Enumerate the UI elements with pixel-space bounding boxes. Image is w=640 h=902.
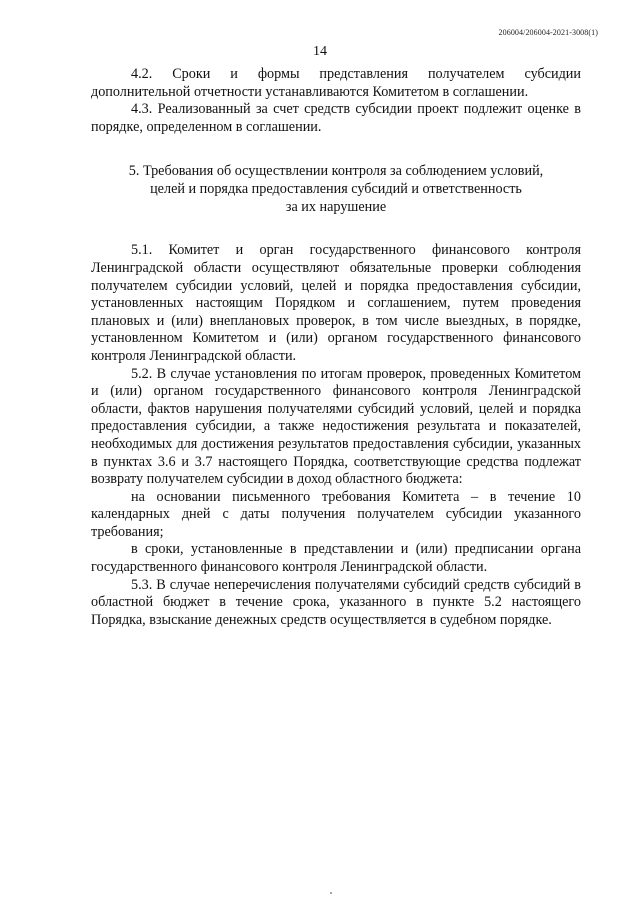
document-id: 206004/206004-2021-3008(1) bbox=[498, 28, 598, 37]
page-body bbox=[91, 66, 581, 629]
paragraph-5-2-item-1: на основании письменного требования Комитета – в течение 10 календарных дней с даты получения получателем субсидии указанного требования; bbox=[91, 488, 581, 540]
paragraph-5-2-item-2: в сроки, установленные в представлении и (или) предписании органа государственного финансового контроля Ленинградской области. bbox=[91, 541, 581, 576]
paragraph-5-2: 5.2. В случае установления по итогам проверок, проведенных Комитетом и (или) органом государственного финансового контроля Ленинградской области, фактов нарушения получателями субсидий условий, целей и порядка предоставления субсидии, а также недостижения результата и показателей, необходимых для достижения результатов предоставления субсидии, указанных в пунктах 3.6 и 3.7 настоящего Порядка, соответствующие средства подлежат возврату получателем субсидии в доход областного бюджета: bbox=[91, 365, 581, 488]
paragraph-4-3: 4.3. Реализованный за счет средств субсидии проект подлежит оценке в порядке, определенном в соглашении. bbox=[91, 101, 581, 135]
paragraph-5-3: 5.3. В случае неперечисления получателями субсидий средств субсидий в областной бюджет в течение срока, указанного в пункте 5.2 настоящего Порядка, взыскание денежных средств осуществляется в судебном порядке. bbox=[91, 576, 581, 628]
paragraph-5-1: 5.1. Комитет и орган государственного финансового контроля Ленинградской области осуществляют обязательные проверки соблюдения получателем субсидии условий, целей и порядка предоставления субсидии, установленных настоящим Порядком и соглашением, путем проведения плановых и (или) внеплановых проверок, в том числе выездных, в порядке, установленном Комитетом и (или) органом государственного финансового контроля Ленинградской области. bbox=[91, 242, 581, 364]
section-5-heading-line-1: 5. Требования об осуществлении контроля за соблюдением условий, bbox=[128, 163, 544, 180]
scan-artifact-dot bbox=[330, 892, 332, 894]
paragraph-4-2: 4.2. Сроки и формы представления получателем субсидии дополнительной отчетности устанавливаются Комитетом в соглашении. bbox=[91, 66, 581, 100]
section-5-heading bbox=[91, 162, 581, 216]
section-5-heading-line-2: целей и порядка предоставления субсидий и ответственность bbox=[150, 181, 522, 198]
section-5-heading-line-3: за их нарушение bbox=[285, 199, 387, 216]
page-number: 14 bbox=[313, 44, 327, 59]
